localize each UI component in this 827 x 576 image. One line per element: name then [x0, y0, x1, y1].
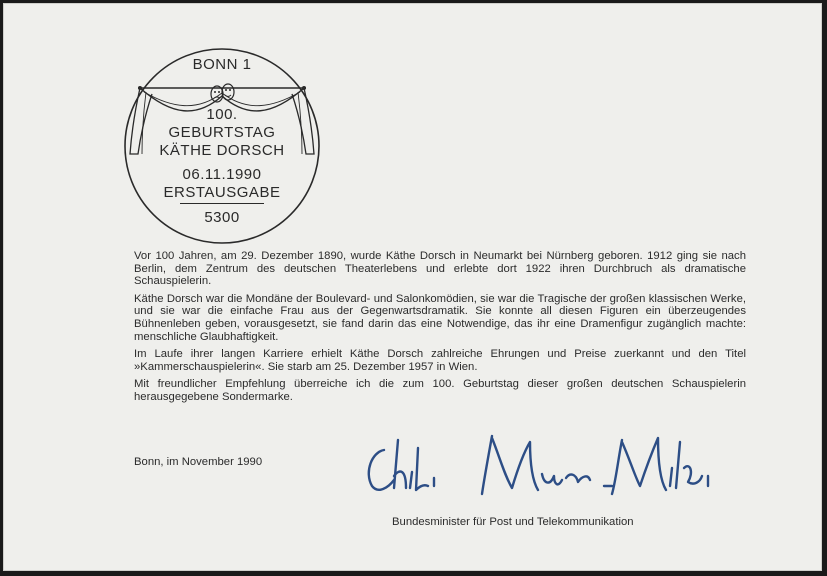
signatory-title: Bundesminister für Post und Telekommunikation — [392, 516, 634, 528]
commemorative-card — [3, 3, 822, 571]
theatre-masks-icon — [211, 84, 234, 102]
body-paragraph: Im Laufe ihrer langen Karriere erhielt Käthe Dorsch zahlreiche Ehrungen und Preise zuerkannt und den Titel »Kammerschauspielerin«. Sie starb am 25. Dezember 1957 in Wien. — [134, 348, 746, 373]
letter-body — [134, 250, 746, 409]
postmark-label: ERSTAUSGABE — [163, 184, 281, 201]
postmark-postcode: 5300 — [204, 209, 240, 226]
postmark-city: BONN 1 — [192, 56, 252, 73]
body-paragraph: Käthe Dorsch war die Mondäne der Boulevard- und Salonkomödien, sie war die Tragische der großen klassischen Werke, und sie war die einfache Frau aus der Gegenwartsdramatik. Sie konnte all diesen Figuren ein überzeugendes Bühnenleben geben, vorausgesetzt, sie fand darin das eine Notwendige, das ihr eine Dramenfigur zugänglich machte: menschliche Glaubhaftigkeit. — [134, 292, 746, 343]
body-paragraph: Mit freundlicher Empfehlung überreiche ich die zum 100. Geburtstag dieser großen deutschen Schauspielerin herausgegebene Sondermarke. — [134, 378, 746, 403]
postmark-name: KÄTHE DORSCH — [159, 142, 285, 159]
postmark-date: 06.11.1990 — [182, 166, 262, 183]
postmark-stamp — [122, 46, 322, 246]
body-paragraph: Vor 100 Jahren, am 29. Dezember 1890, wurde Käthe Dorsch in Neumarkt bei Nürnberg geboren. 1912 ging sie nach Berlin, dem Zentrum des deutschen Theaterlebens und erlebte dort 1922 ihren Durchbruch als dramatische Schauspielerin. — [134, 250, 746, 288]
postmark-divider — [180, 203, 264, 204]
place-date: Bonn, im November 1990 — [134, 456, 263, 468]
postmark-occasion: GEBURTSTAG — [168, 124, 276, 141]
postmark-number: 100. — [206, 106, 238, 123]
handwritten-signature — [354, 428, 724, 518]
